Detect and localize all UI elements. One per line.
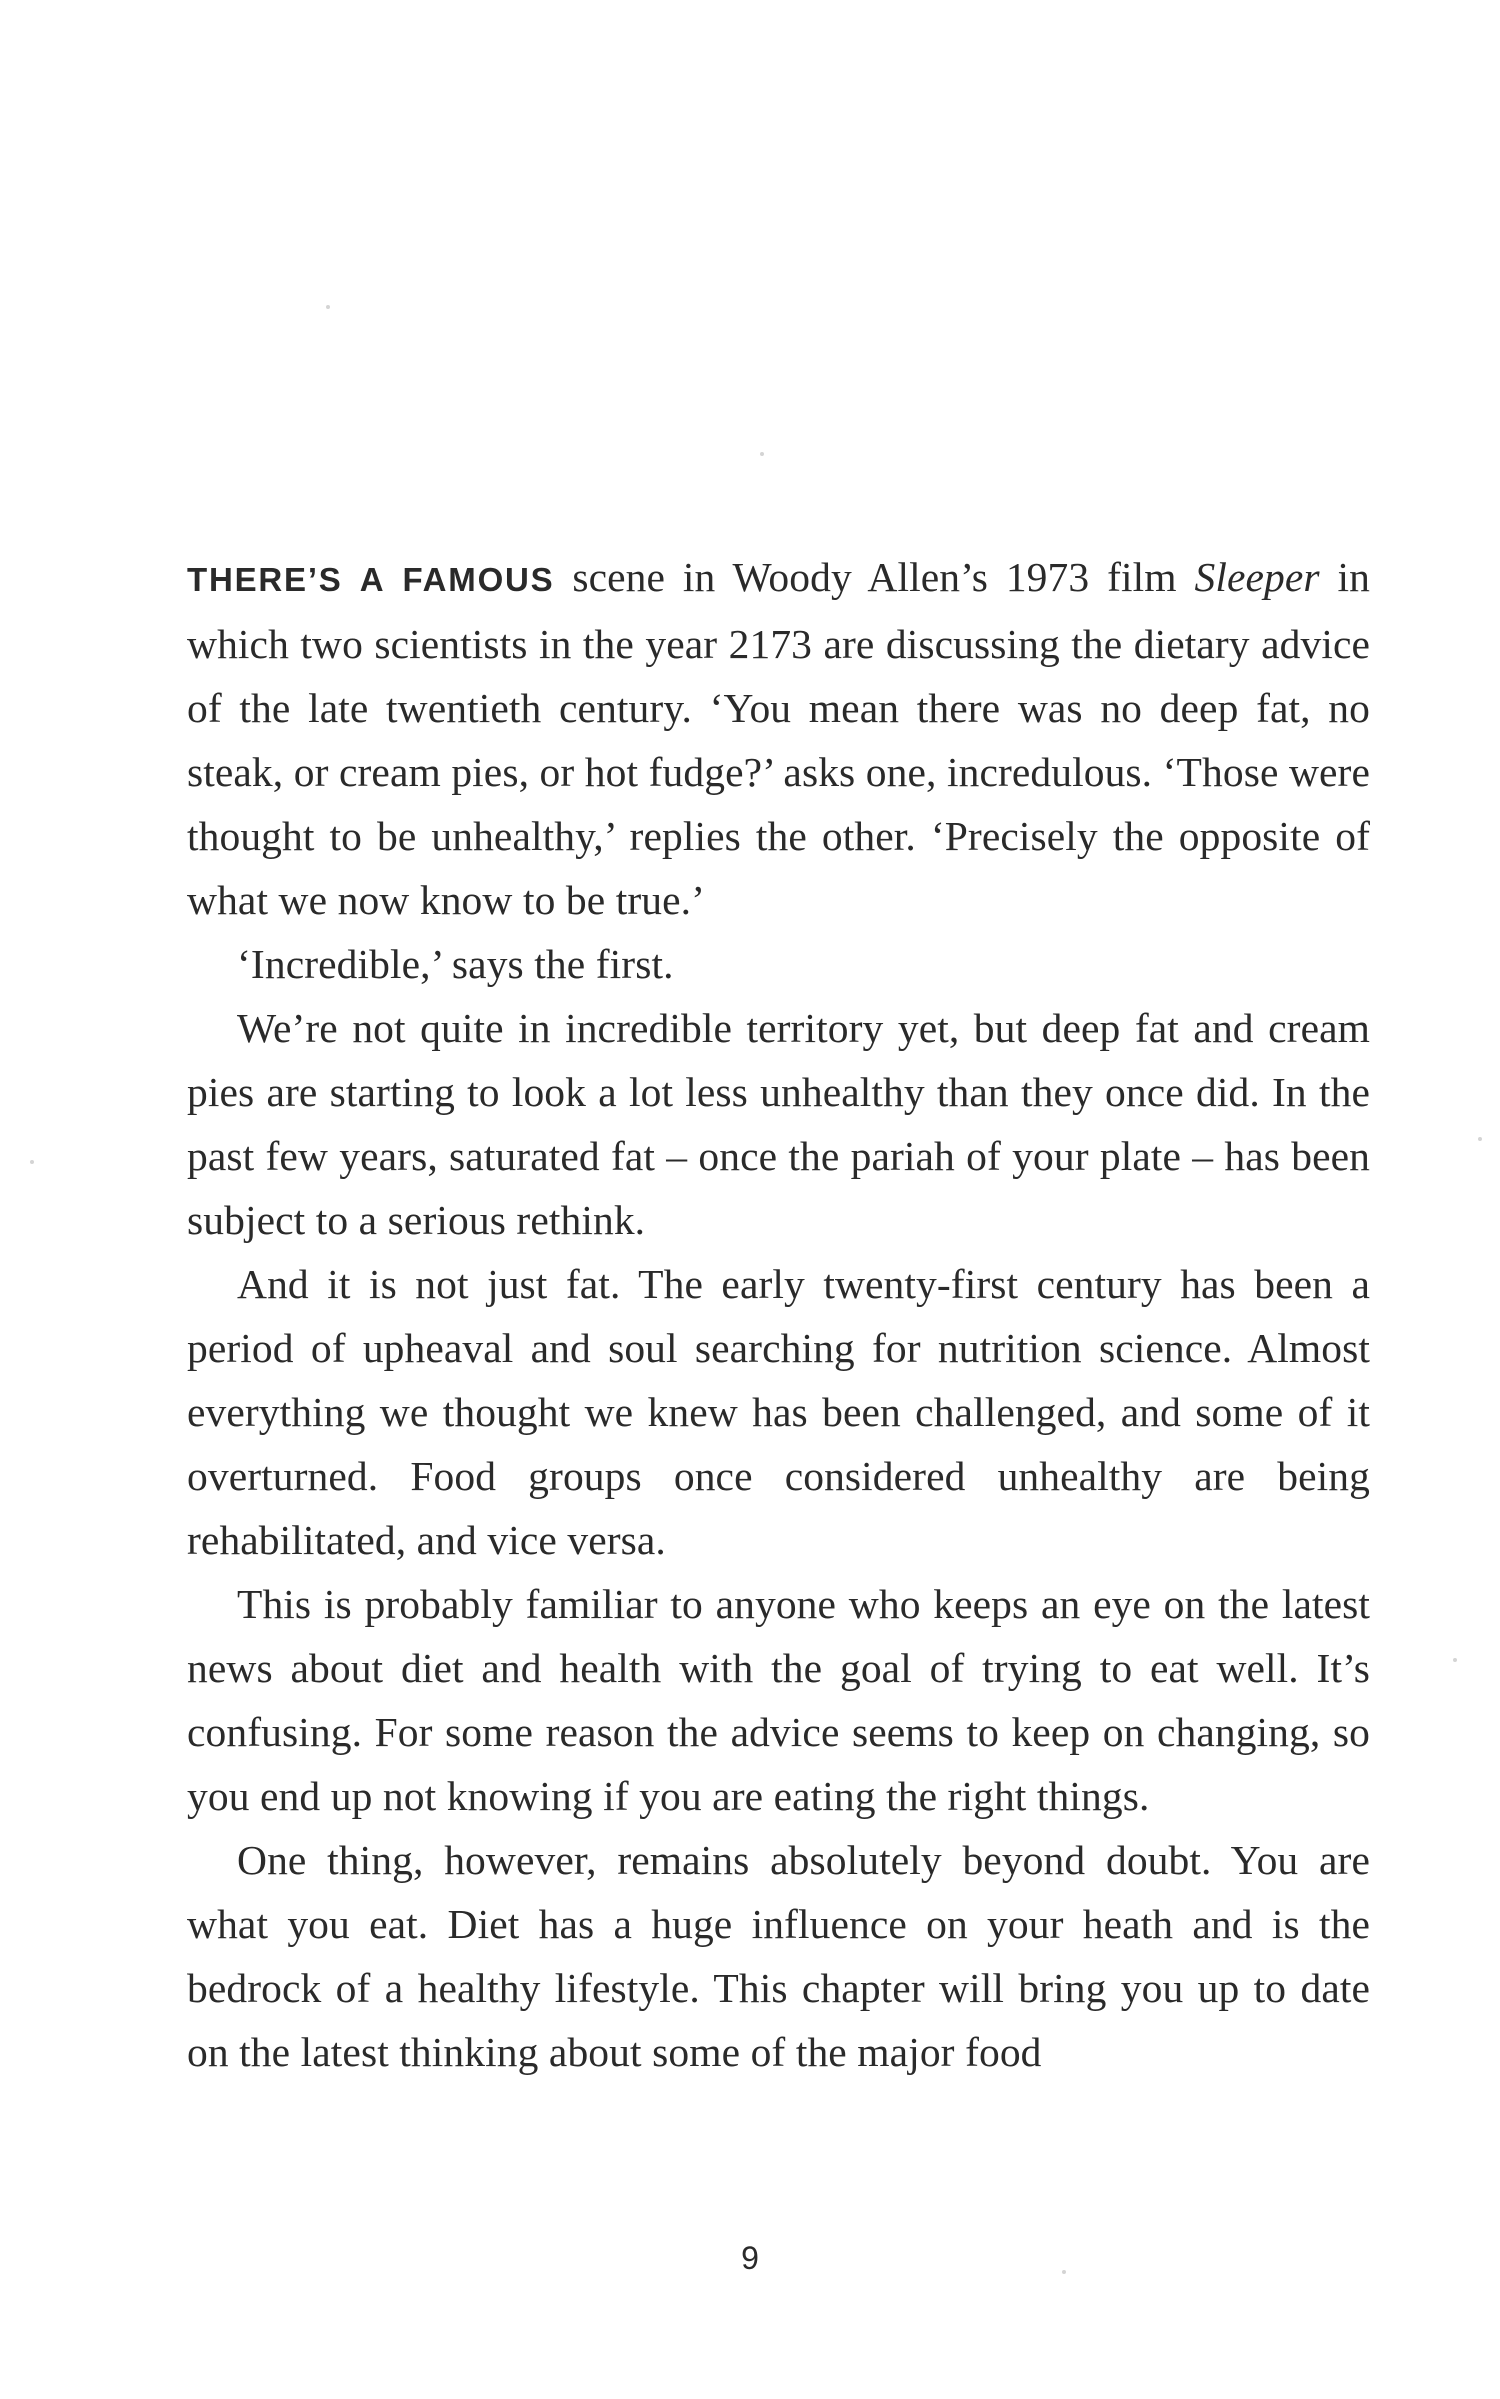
paragraph: This is probably familiar to anyone who keeps an eye on the latest news about diet and health with the goal of trying to eat well. It’s confusing. For some reason the advice seems to keep on changing, so you end up not knowing if you are eating the right things. bbox=[187, 1581, 1370, 1819]
page-number: 9 bbox=[741, 2240, 759, 2276]
paragraph: One thing, however, remains absolutely beyond doubt. You are what you eat. Diet has a huge influence on your heath and is the bedrock of a healthy lifestyle. This chapter will bring you up to date on the latest thinking about some of the major food bbox=[187, 1837, 1370, 2075]
chapter-runin-heading: THERE’S A FAMOUS bbox=[187, 561, 555, 598]
opening-text-part-2: in which two scientists in the year 2173 are discussing the dietary advice of the late twentieth century. ‘You mean there was no deep fat, no steak, or cream pies, or hot fudge?’ asks one, incredulous. ‘Those were thought to be unhealthy,’ replies the other. ‘Precisely the opposite of what we now know to be true.’ bbox=[187, 554, 1370, 923]
paragraph: We’re not quite in incredible territory yet, but deep fat and cream pies are starting to look a lot less unhealthy than they once did. In the past few years, saturated fat – once the pariah of your plate – has been subject to a serious rethink. bbox=[187, 1005, 1370, 1243]
scan-speck bbox=[326, 305, 330, 309]
body-text bbox=[187, 545, 1370, 2084]
opening-text-part-1: scene in Woody Allen’s 1973 film bbox=[554, 554, 1195, 600]
opening-paragraph bbox=[187, 545, 1370, 932]
scan-speck bbox=[30, 1160, 34, 1164]
scan-speck bbox=[1453, 1658, 1457, 1662]
paragraph: ‘Incredible,’ says the first. bbox=[237, 941, 674, 987]
scan-speck bbox=[1478, 1137, 1482, 1141]
scan-speck bbox=[760, 452, 764, 456]
film-title: Sleeper bbox=[1194, 554, 1320, 600]
paragraph: And it is not just fat. The early twenty-first century has been a period of upheaval and soul searching for nutrition science. Almost everything we thought we knew has been challenged, and some of it overturned. Food groups once considered unhealthy are being rehabilitated, and vice versa. bbox=[187, 1261, 1370, 1563]
